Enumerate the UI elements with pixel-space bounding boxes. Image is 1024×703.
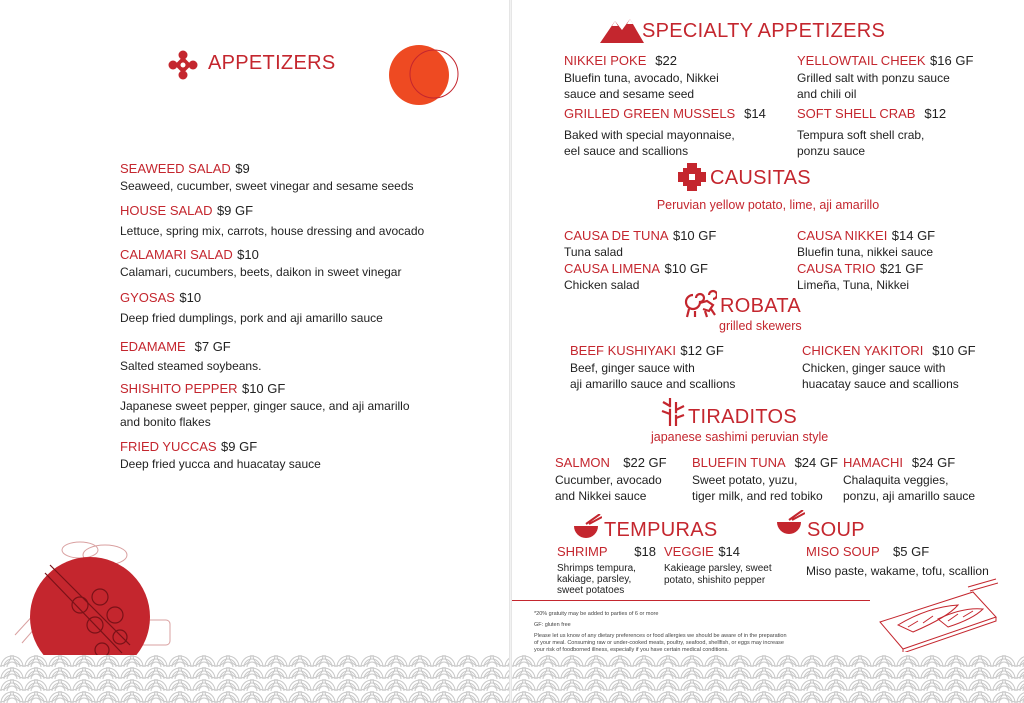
item-name: GRILLED GREEN MUSSELS [564,106,736,121]
list-item [570,342,735,392]
item-desc: and bonito flakes [120,415,211,429]
mountain-icon [600,17,644,43]
item-desc: Japanese sweet pepper, ginger sauce, and aji amarillo [120,399,410,413]
item-desc: potato, shishito pepper [664,575,766,586]
item-desc: Seaweed, cucumber, sweet vinegar and sesame seeds [120,179,414,193]
item-price: $10 [237,247,259,262]
appetizers-title: APPETIZERS [208,52,336,74]
item-price: $10 [179,290,202,305]
list-item [802,342,976,392]
item-price: $18 [634,544,656,559]
item-name: BLUEFIN TUNA [692,455,786,470]
soup-title: SOUP [807,519,865,541]
bowl-chopsticks-icon [572,514,602,540]
item-desc: ponzu sauce [797,144,866,158]
item-desc: Chicken salad [564,278,640,292]
tiraditos-subtitle: japanese sashimi peruvian style [651,430,829,444]
gf-note: GF: gluten free [534,622,571,628]
item-price: $16 GF [930,53,974,68]
gratuity-note: *20% gratuity may be added to parties of 6 or more [534,611,659,617]
list-item [564,52,719,102]
robata-title: ROBATA [720,295,802,317]
list-item [806,543,989,579]
item-price: $22 GF [623,455,667,470]
list-item [797,260,923,292]
causitas-title: CAUSITAS [710,167,811,189]
item-name: CHICKEN YAKITORI [802,343,924,358]
item-price: $12 GF [680,343,724,358]
item-desc: Bluefin tuna, nikkei sauce [797,245,934,259]
item-desc: Chicken, ginger sauce with [802,361,946,375]
item-name: HAMACHI [843,455,903,470]
item-price: $14 [744,106,766,121]
item-name: SEAWEED SALAD [120,161,231,176]
item-desc: Miso paste, wakame, tofu, scallion [806,564,989,578]
causitas-subtitle [512,198,1024,212]
list-item [120,202,424,239]
item-name: CAUSA DE TUNA [564,228,669,243]
list-item [797,105,946,159]
allergy-note-line2: of your meal. Consuming raw or under-cooked meats, poultry, seafood, shellfish, or eggs may increase [534,640,784,646]
item-desc: Sweet potato, yuzu, [692,473,798,487]
item-desc: Grilled salt with ponzu sauce [797,71,950,85]
item-price: $22 [655,53,677,68]
list-item [120,338,261,374]
item-desc: Kakieage parsley, sweet [664,563,772,574]
right-page [512,0,1024,703]
item-name: HOUSE SALAD [120,203,213,218]
list-item [120,380,410,430]
list-item [120,246,401,280]
item-desc: Lettuce, spring mix, carrots, house dressing and avocado [120,224,425,238]
orange-circle-decoration [385,40,465,115]
footer-notes [534,611,864,654]
item-desc: Tuna salad [564,245,623,259]
item-price: $21 GF [879,261,924,276]
flower-knot-icon [168,50,198,80]
item-price: $24 GF [794,455,838,470]
chakana-cross-icon [678,163,706,191]
item-desc: kakiage, parsley, [557,574,632,585]
item-name: SHRIMP [557,544,608,559]
item-price: $5 GF [893,544,930,559]
list-item [564,260,708,292]
list-item [120,160,414,194]
item-name: CAUSA LIMENA [564,261,661,276]
item-name: VEGGIE [664,544,714,559]
item-name: SOFT SHELL CRAB [797,106,916,121]
item-name: GYOSAS [120,290,175,305]
item-desc: and Nikkei sauce [555,489,647,503]
item-price: $14 GF [891,228,936,243]
item-name: NIKKEI POKE [564,53,647,68]
tiraditos-title: TIRADITOS [688,406,798,428]
item-desc: and chili oil [797,87,857,101]
item-desc: Beef, ginger sauce with [570,361,695,375]
allergy-note-line1: Please let us know of any dietary preferences or food allergies we should be aware of in the preparation [534,633,787,639]
item-desc: tiger milk, and red tobiko [692,489,823,503]
wave-pattern-left [0,655,509,703]
item-desc: sauce and sesame seed [564,87,695,101]
item-name: CAUSA TRIO [797,261,876,276]
footer-rule [512,600,870,601]
bamboo-icon [660,396,686,428]
item-price: $10 GF [932,343,976,358]
left-page [0,0,509,703]
list-item [555,454,667,504]
sushi-plate-illustration [10,535,180,675]
item-name: FRIED YUCCAS [120,439,217,454]
item-name: BEEF KUSHIYAKI [570,343,676,358]
list-item [564,105,766,159]
item-desc: Limeña, Tuna, Nikkei [797,278,910,292]
item-desc: Tempura soft shell crab, [797,128,925,142]
item-price: $12 [924,106,947,121]
list-item [120,438,321,472]
robata-subtitle: grilled skewers [719,319,802,333]
item-desc: Shrimps tempura, [557,563,636,574]
fish-board-illustration [878,577,998,652]
item-price: $14 [718,544,741,559]
item-name: SALMON [555,455,610,470]
item-name: CAUSA NIKKEI [797,228,888,243]
item-price: $10 GF [241,381,286,396]
item-desc: Cucumber, avocado [555,473,662,487]
item-desc: Salted steamed soybeans. [120,359,262,373]
item-price: $24 GF [911,455,956,470]
item-desc: Bluefin tuna, avocado, Nikkei [564,71,719,85]
item-desc: sweet potatoes [557,585,625,596]
list-item [564,227,716,259]
item-name: EDAMAME [120,339,186,354]
list-item [692,454,838,504]
causitas-subtitle-text: Peruvian yellow potato, lime, aji amarillo [656,198,880,212]
item-desc: huacatay sauce and scallions [802,377,959,391]
monkey-glyph-icon [683,289,717,319]
item-desc: eel sauce and scallions [564,144,689,158]
item-price: $9 [235,161,250,176]
item-price: $10 GF [672,228,717,243]
item-desc: Baked with special mayonnaise, [564,128,735,142]
item-desc: ponzu, aji amarillo sauce [843,489,976,503]
item-desc: Deep fried yucca and huacatay sauce [120,457,321,471]
list-item [120,289,383,326]
bowl-chopsticks-icon [775,510,805,536]
item-name: MISO SOUP [806,544,880,559]
list-item [843,454,975,504]
item-price: $7 GF [194,339,231,354]
item-price: $9 GF [221,439,258,454]
item-desc: Deep fried dumplings, pork and aji amarillo sauce [120,311,383,325]
item-desc: aji amarillo sauce and scallions [570,377,736,391]
item-name: CALAMARI SALAD [120,247,233,262]
list-item [664,543,772,587]
item-name: SHISHITO PEPPER [120,381,238,396]
list-item [797,227,935,259]
specialty-title: SPECIALTY APPETIZERS [642,20,886,42]
allergy-note-line3: your risk of foodborned illness, especially if you have certain medical conditions. [534,647,729,653]
item-desc: Calamari, cucumbers, beets, daikon in sweet vinegar [120,265,402,279]
tempuras-title: TEMPURAS [604,519,718,541]
item-price: $9 GF [216,203,254,218]
list-item [557,543,656,596]
wave-pattern-right [512,655,1024,703]
list-item [797,52,973,102]
item-name: YELLOWTAIL CHEEK [797,53,926,68]
item-desc: Chalaquita veggies, [843,473,949,487]
item-price: $10 GF [664,261,708,276]
